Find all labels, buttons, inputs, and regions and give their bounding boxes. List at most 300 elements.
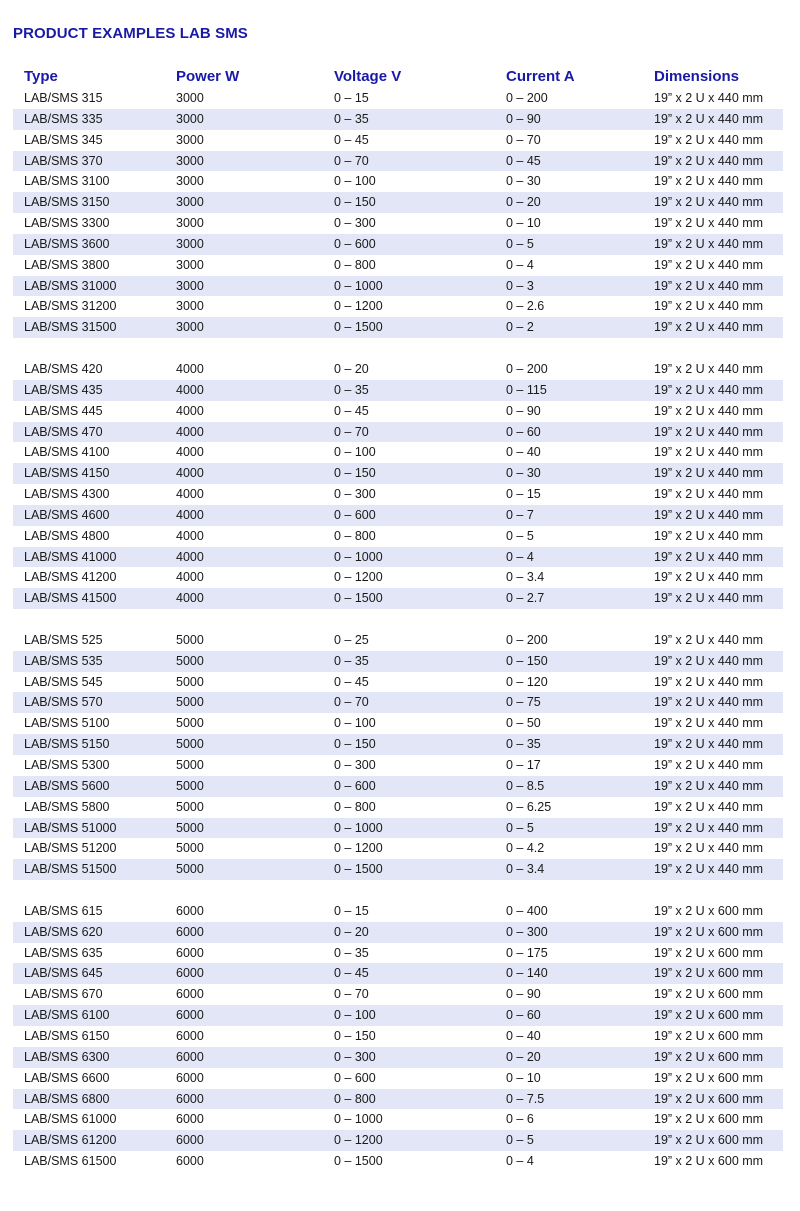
table-row <box>13 422 783 443</box>
cell-type: LAB/SMS 3150 <box>24 195 110 210</box>
cell-voltage: 0 – 70 <box>334 153 369 168</box>
cell-current: 0 – 5 <box>506 236 534 251</box>
cell-power: 3000 <box>176 216 204 231</box>
cell-voltage: 0 – 1000 <box>334 549 383 564</box>
table-row <box>13 1109 783 1130</box>
cell-current: 0 – 2.7 <box>506 591 545 606</box>
cell-voltage: 0 – 300 <box>334 1049 376 1064</box>
cell-type: LAB/SMS 4300 <box>24 487 110 502</box>
cell-current: 0 – 45 <box>506 153 541 168</box>
cell-voltage: 0 – 300 <box>334 758 376 772</box>
cell-current: 0 – 90 <box>506 403 541 418</box>
cell-current: 0 – 17 <box>506 758 541 772</box>
cell-voltage: 0 – 1200 <box>334 570 383 585</box>
cell-power: 3000 <box>176 132 204 147</box>
cell-power: 5000 <box>176 799 204 814</box>
cell-current: 0 – 20 <box>506 1049 541 1064</box>
cell-power: 5000 <box>176 862 204 877</box>
cell-dimensions: 19” x 2 U x 600 mm <box>654 924 764 939</box>
cell-current: 0 – 10 <box>506 1070 541 1085</box>
table-row <box>13 380 783 401</box>
cell-type: LAB/SMS 61000 <box>24 1112 117 1127</box>
cell-dimensions: 19” x 2 U x 440 mm <box>654 653 764 668</box>
cell-dimensions: 19” x 2 U x 440 mm <box>654 487 764 502</box>
table-row <box>13 130 783 151</box>
cell-type: LAB/SMS 6300 <box>24 1049 110 1064</box>
cell-power: 6000 <box>176 987 204 1002</box>
cell-voltage: 0 – 1500 <box>334 591 383 606</box>
table-row <box>13 692 783 713</box>
cell-power: 4000 <box>176 570 204 585</box>
cell-type: LAB/SMS 5800 <box>24 799 110 814</box>
table-row <box>13 963 783 984</box>
cell-power: 3000 <box>176 174 204 189</box>
cell-type: LAB/SMS 51500 <box>24 862 117 877</box>
table-row <box>13 484 783 505</box>
cell-type: LAB/SMS 41200 <box>24 570 117 585</box>
cell-type: LAB/SMS 620 <box>24 924 103 939</box>
cell-voltage: 0 – 800 <box>334 528 376 543</box>
cell-type: LAB/SMS 6600 <box>24 1070 110 1085</box>
table-row <box>13 859 783 880</box>
cell-type: LAB/SMS 335 <box>24 111 103 126</box>
cell-power: 4000 <box>176 382 204 397</box>
cell-type: LAB/SMS 5600 <box>24 778 110 793</box>
cell-dimensions: 19” x 2 U x 600 mm <box>654 987 764 1002</box>
cell-dimensions: 19” x 2 U x 600 mm <box>654 1154 764 1169</box>
cell-current: 0 – 90 <box>506 987 541 1002</box>
cell-dimensions: 19” x 2 U x 440 mm <box>654 820 764 835</box>
cell-dimensions: 19” x 2 U x 440 mm <box>654 382 764 397</box>
cell-voltage: 0 – 45 <box>334 403 369 418</box>
cell-dimensions: 19” x 2 U x 440 mm <box>654 320 764 335</box>
cell-dimensions: 19” x 2 U x 440 mm <box>654 758 764 772</box>
cell-dimensions: 19” x 2 U x 440 mm <box>654 466 764 481</box>
cell-power: 6000 <box>176 924 204 939</box>
table-row <box>13 588 783 609</box>
cell-dimensions: 19” x 2 U x 440 mm <box>654 424 764 439</box>
cell-power: 6000 <box>176 903 204 918</box>
group-spacer <box>13 609 783 630</box>
table-row <box>13 547 783 568</box>
cell-dimensions: 19” x 2 U x 440 mm <box>654 216 764 231</box>
cell-power: 5000 <box>176 653 204 668</box>
column-header-type: Type <box>24 68 58 85</box>
cell-voltage: 0 – 1000 <box>334 278 383 293</box>
cell-dimensions: 19” x 2 U x 440 mm <box>654 695 764 710</box>
cell-type: LAB/SMS 3800 <box>24 257 110 272</box>
cell-dimensions: 19” x 2 U x 600 mm <box>654 903 764 918</box>
table-row <box>13 755 783 776</box>
cell-voltage: 0 – 45 <box>334 966 369 981</box>
cell-voltage: 0 – 1500 <box>334 1154 383 1169</box>
cell-power: 4000 <box>176 466 204 481</box>
table-row <box>13 713 783 734</box>
cell-dimensions: 19” x 2 U x 440 mm <box>654 570 764 585</box>
cell-dimensions: 19” x 2 U x 440 mm <box>654 632 764 647</box>
cell-voltage: 0 – 150 <box>334 1028 376 1043</box>
table-row <box>13 109 783 130</box>
cell-dimensions: 19” x 2 U x 600 mm <box>654 1091 764 1106</box>
table-row <box>13 1151 783 1172</box>
cell-dimensions: 19” x 2 U x 600 mm <box>654 1070 764 1085</box>
cell-type: LAB/SMS 41500 <box>24 591 117 606</box>
cell-dimensions: 19” x 2 U x 600 mm <box>654 1049 764 1064</box>
cell-type: LAB/SMS 445 <box>24 403 103 418</box>
cell-current: 0 – 4.2 <box>506 841 545 856</box>
table-row <box>13 1068 783 1089</box>
cell-current: 0 – 3 <box>506 278 534 293</box>
cell-dimensions: 19” x 2 U x 440 mm <box>654 445 764 460</box>
table-row <box>13 401 783 422</box>
cell-power: 5000 <box>176 674 204 689</box>
cell-current: 0 – 4 <box>506 257 534 272</box>
cell-voltage: 0 – 800 <box>334 799 376 814</box>
cell-current: 0 – 60 <box>506 1008 541 1023</box>
cell-type: LAB/SMS 41000 <box>24 549 117 564</box>
cell-dimensions: 19” x 2 U x 600 mm <box>654 1028 764 1043</box>
table-row <box>13 317 783 338</box>
cell-dimensions: 19” x 2 U x 440 mm <box>654 236 764 251</box>
cell-dimensions: 19” x 2 U x 440 mm <box>654 737 764 752</box>
cell-power: 4000 <box>176 403 204 418</box>
cell-power: 6000 <box>176 1133 204 1148</box>
cell-dimensions: 19” x 2 U x 600 mm <box>654 1112 764 1127</box>
cell-current: 0 – 7 <box>506 507 534 522</box>
cell-voltage: 0 – 15 <box>334 903 369 918</box>
cell-current: 0 – 35 <box>506 737 541 752</box>
cell-voltage: 0 – 15 <box>334 91 369 105</box>
cell-power: 6000 <box>176 1028 204 1043</box>
cell-current: 0 – 5 <box>506 820 534 835</box>
cell-voltage: 0 – 25 <box>334 632 369 647</box>
cell-type: LAB/SMS 31200 <box>24 299 117 314</box>
cell-voltage: 0 – 100 <box>334 716 376 731</box>
table-header-row <box>13 66 783 88</box>
table-row <box>13 672 783 693</box>
table-row <box>13 442 783 463</box>
cell-current: 0 – 2.6 <box>506 299 545 314</box>
cell-type: LAB/SMS 570 <box>24 695 103 710</box>
cell-type: LAB/SMS 51000 <box>24 820 117 835</box>
cell-current: 0 – 50 <box>506 716 541 731</box>
cell-power: 5000 <box>176 737 204 752</box>
cell-type: LAB/SMS 3100 <box>24 174 110 189</box>
cell-power: 6000 <box>176 1154 204 1169</box>
table-row <box>13 651 783 672</box>
cell-dimensions: 19” x 2 U x 440 mm <box>654 841 764 856</box>
table-row <box>13 734 783 755</box>
cell-voltage: 0 – 35 <box>334 382 369 397</box>
cell-power: 3000 <box>176 195 204 210</box>
cell-current: 0 – 150 <box>506 653 548 668</box>
table-row <box>13 984 783 1005</box>
table-row <box>13 88 783 109</box>
cell-power: 4000 <box>176 507 204 522</box>
cell-voltage: 0 – 45 <box>334 132 369 147</box>
cell-power: 4000 <box>176 591 204 606</box>
cell-type: LAB/SMS 31500 <box>24 320 117 335</box>
cell-type: LAB/SMS 470 <box>24 424 103 439</box>
table-row <box>13 296 783 317</box>
cell-current: 0 – 70 <box>506 132 541 147</box>
cell-type: LAB/SMS 51200 <box>24 841 117 856</box>
cell-current: 0 – 30 <box>506 174 541 189</box>
cell-power: 6000 <box>176 1112 204 1127</box>
cell-voltage: 0 – 150 <box>334 466 376 481</box>
column-header-dimensions: Dimensions <box>654 68 740 85</box>
cell-power: 4000 <box>176 424 204 439</box>
cell-dimensions: 19” x 2 U x 440 mm <box>654 507 764 522</box>
cell-power: 4000 <box>176 361 204 376</box>
cell-dimensions: 19” x 2 U x 440 mm <box>654 299 764 314</box>
cell-dimensions: 19” x 2 U x 440 mm <box>654 403 764 418</box>
table-row <box>13 359 783 380</box>
cell-current: 0 – 120 <box>506 674 548 689</box>
cell-dimensions: 19” x 2 U x 440 mm <box>654 91 764 105</box>
table-row <box>13 1130 783 1151</box>
cell-type: LAB/SMS 645 <box>24 966 103 981</box>
cell-current: 0 – 6.25 <box>506 799 552 814</box>
cell-type: LAB/SMS 370 <box>24 153 103 168</box>
table-row <box>13 171 783 192</box>
cell-type: LAB/SMS 4600 <box>24 507 110 522</box>
cell-type: LAB/SMS 4100 <box>24 445 110 460</box>
cell-current: 0 – 2 <box>506 320 534 335</box>
cell-dimensions: 19” x 2 U x 440 mm <box>654 528 764 543</box>
cell-type: LAB/SMS 6100 <box>24 1008 110 1023</box>
cell-type: LAB/SMS 61200 <box>24 1133 117 1148</box>
group-spacer <box>13 880 783 901</box>
cell-dimensions: 19” x 2 U x 440 mm <box>654 132 764 147</box>
cell-current: 0 – 6 <box>506 1112 534 1127</box>
cell-power: 3000 <box>176 278 204 293</box>
column-header-power: Power W <box>176 68 240 85</box>
cell-power: 3000 <box>176 257 204 272</box>
cell-current: 0 – 200 <box>506 91 548 105</box>
cell-current: 0 – 5 <box>506 528 534 543</box>
cell-voltage: 0 – 100 <box>334 1008 376 1023</box>
cell-voltage: 0 – 300 <box>334 216 376 231</box>
cell-power: 5000 <box>176 632 204 647</box>
cell-type: LAB/SMS 615 <box>24 903 103 918</box>
page-title: PRODUCT EXAMPLES LAB SMS <box>13 25 248 42</box>
cell-dimensions: 19” x 2 U x 440 mm <box>654 111 764 126</box>
cell-power: 6000 <box>176 1070 204 1085</box>
cell-power: 5000 <box>176 716 204 731</box>
cell-type: LAB/SMS 5150 <box>24 737 110 752</box>
cell-power: 5000 <box>176 841 204 856</box>
table-row <box>13 630 783 651</box>
cell-current: 0 – 300 <box>506 924 548 939</box>
cell-voltage: 0 – 600 <box>334 507 376 522</box>
cell-voltage: 0 – 70 <box>334 987 369 1002</box>
cell-voltage: 0 – 35 <box>334 945 369 960</box>
table-row <box>13 526 783 547</box>
table-row <box>13 213 783 234</box>
cell-voltage: 0 – 1200 <box>334 841 383 856</box>
cell-power: 5000 <box>176 778 204 793</box>
table-row <box>13 838 783 859</box>
column-header-voltage: Voltage V <box>334 68 402 85</box>
cell-voltage: 0 – 70 <box>334 695 369 710</box>
cell-dimensions: 19” x 2 U x 600 mm <box>654 945 764 960</box>
cell-power: 4000 <box>176 549 204 564</box>
cell-current: 0 – 200 <box>506 361 548 376</box>
cell-voltage: 0 – 20 <box>334 924 369 939</box>
table-row <box>13 922 783 943</box>
cell-voltage: 0 – 45 <box>334 674 369 689</box>
cell-power: 4000 <box>176 528 204 543</box>
cell-voltage: 0 – 35 <box>334 653 369 668</box>
table-row <box>13 567 783 588</box>
cell-voltage: 0 – 150 <box>334 737 376 752</box>
cell-current: 0 – 10 <box>506 216 541 231</box>
cell-dimensions: 19” x 2 U x 440 mm <box>654 257 764 272</box>
cell-dimensions: 19” x 2 U x 600 mm <box>654 1133 764 1148</box>
cell-type: LAB/SMS 6150 <box>24 1028 110 1043</box>
cell-current: 0 – 115 <box>506 382 547 397</box>
cell-dimensions: 19” x 2 U x 440 mm <box>654 799 764 814</box>
cell-current: 0 – 7.5 <box>506 1091 545 1106</box>
table-row <box>13 255 783 276</box>
cell-current: 0 – 3.4 <box>506 570 545 585</box>
cell-type: LAB/SMS 345 <box>24 132 103 147</box>
cell-current: 0 – 5 <box>506 1133 534 1148</box>
cell-dimensions: 19” x 2 U x 440 mm <box>654 716 764 731</box>
cell-type: LAB/SMS 535 <box>24 653 103 668</box>
cell-dimensions: 19” x 2 U x 440 mm <box>654 361 764 376</box>
cell-type: LAB/SMS 3300 <box>24 216 110 231</box>
cell-voltage: 0 – 1200 <box>334 299 383 314</box>
cell-voltage: 0 – 800 <box>334 1091 376 1106</box>
cell-voltage: 0 – 300 <box>334 487 376 502</box>
cell-dimensions: 19” x 2 U x 600 mm <box>654 966 764 981</box>
cell-dimensions: 19” x 2 U x 440 mm <box>654 549 764 564</box>
table-row <box>13 1026 783 1047</box>
cell-type: LAB/SMS 31000 <box>24 278 117 293</box>
cell-type: LAB/SMS 4150 <box>24 466 110 481</box>
cell-type: LAB/SMS 6800 <box>24 1091 110 1106</box>
cell-type: LAB/SMS 3600 <box>24 236 110 251</box>
table-row <box>13 276 783 297</box>
cell-type: LAB/SMS 5100 <box>24 716 110 731</box>
cell-type: LAB/SMS 545 <box>24 674 103 689</box>
cell-voltage: 0 – 800 <box>334 257 376 272</box>
cell-voltage: 0 – 1200 <box>334 1133 383 1148</box>
table-row <box>13 505 783 526</box>
table-row <box>13 797 783 818</box>
cell-dimensions: 19” x 2 U x 440 mm <box>654 674 764 689</box>
cell-power: 6000 <box>176 966 204 981</box>
cell-current: 0 – 4 <box>506 1154 534 1169</box>
cell-current: 0 – 400 <box>506 903 548 918</box>
cell-dimensions: 19” x 2 U x 440 mm <box>654 195 764 210</box>
product-table <box>13 66 783 1172</box>
cell-power: 6000 <box>176 1091 204 1106</box>
cell-current: 0 – 30 <box>506 466 541 481</box>
cell-current: 0 – 175 <box>506 945 548 960</box>
table-row <box>13 192 783 213</box>
cell-voltage: 0 – 1000 <box>334 1112 383 1127</box>
cell-voltage: 0 – 35 <box>334 111 369 126</box>
cell-voltage: 0 – 70 <box>334 424 369 439</box>
cell-current: 0 – 60 <box>506 424 541 439</box>
cell-power: 5000 <box>176 758 204 772</box>
cell-current: 0 – 4 <box>506 549 534 564</box>
cell-power: 5000 <box>176 820 204 835</box>
cell-voltage: 0 – 1500 <box>334 320 383 335</box>
cell-dimensions: 19” x 2 U x 440 mm <box>654 278 764 293</box>
cell-current: 0 – 140 <box>506 966 548 981</box>
cell-power: 4000 <box>176 487 204 502</box>
table-row <box>13 901 783 922</box>
cell-type: LAB/SMS 315 <box>24 91 103 105</box>
cell-current: 0 – 15 <box>506 487 541 502</box>
cell-power: 3000 <box>176 320 204 335</box>
cell-power: 3000 <box>176 91 204 105</box>
cell-type: LAB/SMS 525 <box>24 632 103 647</box>
cell-power: 6000 <box>176 1049 204 1064</box>
cell-dimensions: 19” x 2 U x 440 mm <box>654 174 764 189</box>
cell-current: 0 – 3.4 <box>506 862 545 877</box>
cell-voltage: 0 – 1500 <box>334 862 383 877</box>
cell-power: 5000 <box>176 695 204 710</box>
cell-current: 0 – 75 <box>506 695 541 710</box>
table-row <box>13 1047 783 1068</box>
column-header-current: Current A <box>506 68 575 85</box>
cell-dimensions: 19” x 2 U x 440 mm <box>654 778 764 793</box>
cell-voltage: 0 – 150 <box>334 195 376 210</box>
cell-dimensions: 19” x 2 U x 440 mm <box>654 153 764 168</box>
cell-type: LAB/SMS 5300 <box>24 758 110 772</box>
cell-type: LAB/SMS 635 <box>24 945 103 960</box>
cell-voltage: 0 – 20 <box>334 361 369 376</box>
cell-power: 4000 <box>176 445 204 460</box>
cell-type: LAB/SMS 420 <box>24 361 103 376</box>
cell-dimensions: 19” x 2 U x 440 mm <box>654 862 764 877</box>
cell-power: 3000 <box>176 236 204 251</box>
cell-voltage: 0 – 1000 <box>334 820 383 835</box>
cell-current: 0 – 40 <box>506 1028 541 1043</box>
table-row <box>13 943 783 964</box>
cell-power: 3000 <box>176 111 204 126</box>
table-row <box>13 776 783 797</box>
cell-current: 0 – 200 <box>506 632 548 647</box>
table-row <box>13 1089 783 1110</box>
cell-voltage: 0 – 100 <box>334 174 376 189</box>
table-row <box>13 234 783 255</box>
cell-current: 0 – 90 <box>506 111 541 126</box>
group-spacer <box>13 338 783 359</box>
cell-power: 6000 <box>176 1008 204 1023</box>
cell-voltage: 0 – 600 <box>334 236 376 251</box>
cell-voltage: 0 – 600 <box>334 1070 376 1085</box>
cell-dimensions: 19” x 2 U x 440 mm <box>654 591 764 606</box>
cell-power: 3000 <box>176 299 204 314</box>
cell-type: LAB/SMS 435 <box>24 382 103 397</box>
table-row <box>13 1005 783 1026</box>
cell-type: LAB/SMS 670 <box>24 987 103 1002</box>
table-row <box>13 463 783 484</box>
cell-voltage: 0 – 100 <box>334 445 376 460</box>
cell-type: LAB/SMS 4800 <box>24 528 110 543</box>
cell-voltage: 0 – 600 <box>334 778 376 793</box>
cell-current: 0 – 8.5 <box>506 778 545 793</box>
cell-current: 0 – 40 <box>506 445 541 460</box>
cell-power: 3000 <box>176 153 204 168</box>
cell-current: 0 – 20 <box>506 195 541 210</box>
